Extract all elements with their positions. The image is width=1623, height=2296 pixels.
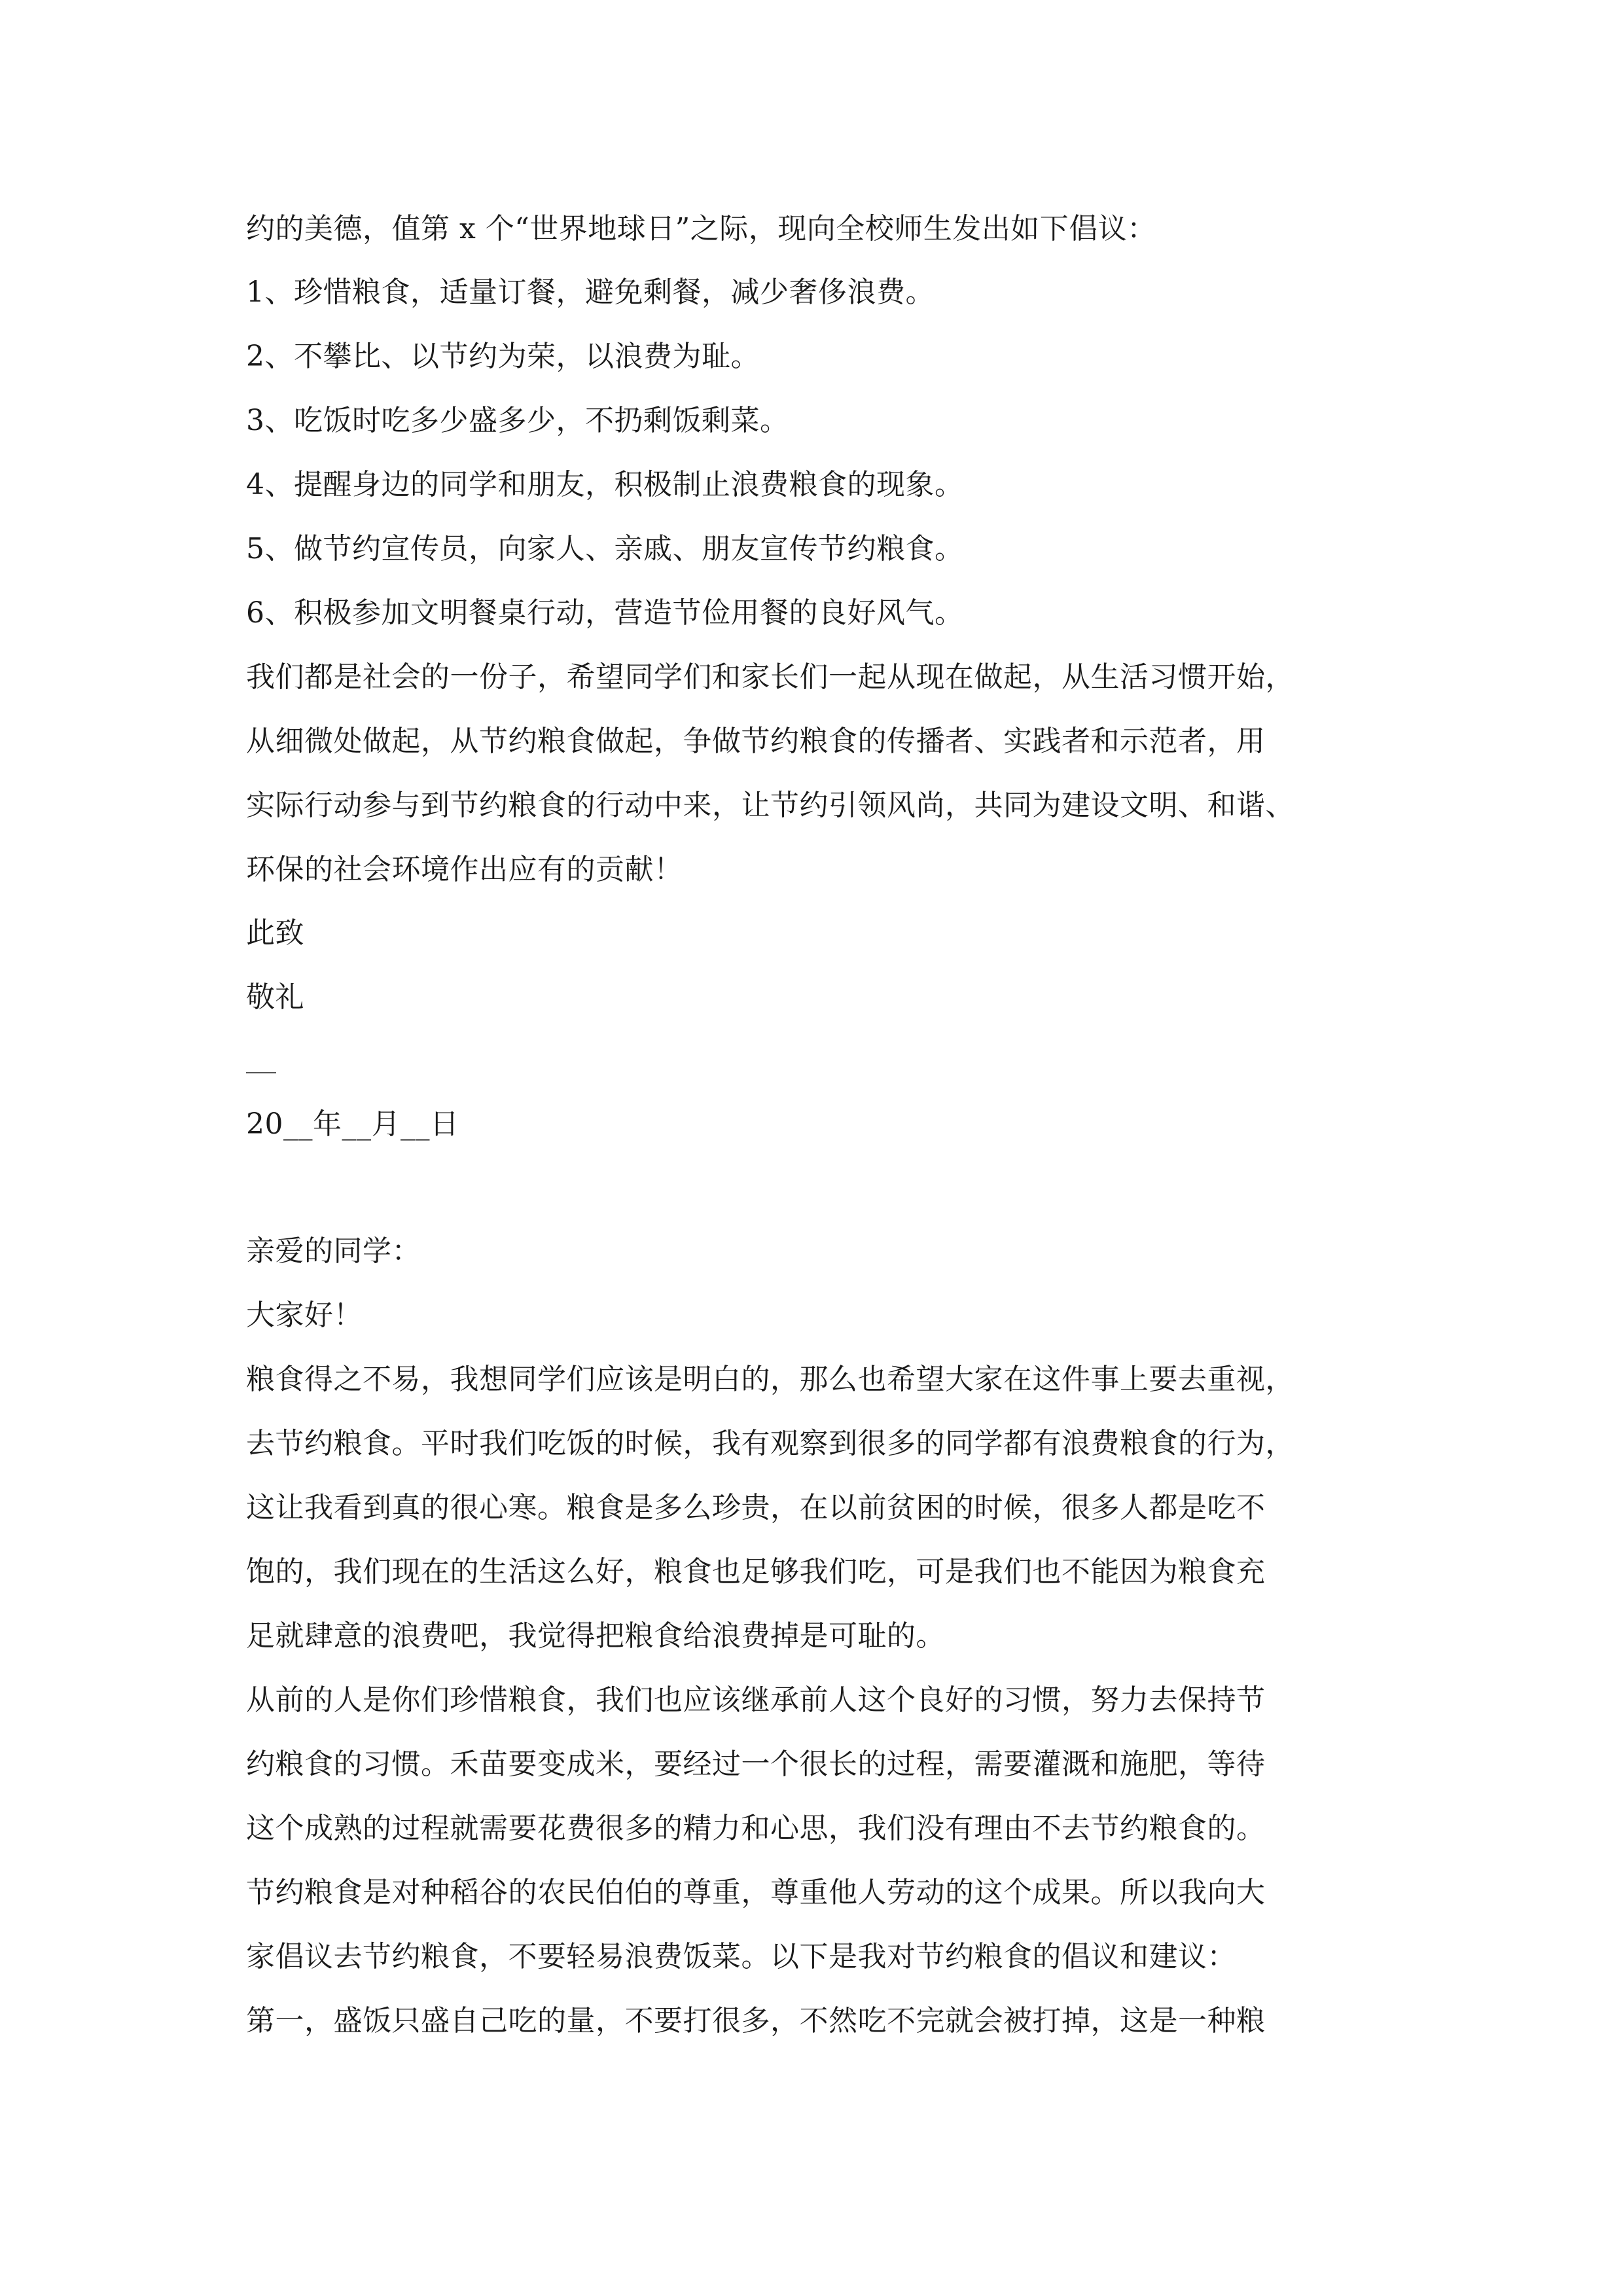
proposal-item-4: 4、提醒身边的同学和朋友，积极制止浪费粮食的现象。 [246, 468, 964, 501]
date-line: 20__年__月__日 [246, 1107, 459, 1141]
proposal-item-6: 6、积极参加文明餐桌行动，营造节俭用餐的良好风气。 [246, 596, 964, 630]
closing-paragraph-line: 实际行动参与到节约粮食的行动中来，让节约引领风尚，共同为建设文明、和谐、 [246, 789, 1294, 822]
paragraph-line: 这让我看到真的很心寒。粮食是多么珍贵，在以前贫困的时候，很多人都是吃不 [246, 1491, 1266, 1524]
paragraph-line: 家倡议去节约粮食，不要轻易浪费饭菜。以下是我对节约粮食的倡议和建议： [246, 1940, 1236, 1973]
paragraph-line: 饱的，我们现在的生活这么好，粮食也足够我们吃，可是我们也不能因为粮食充 [246, 1555, 1266, 1588]
paragraph-line: 第一，盛饭只盛自己吃的量，不要打很多，不然吃不完就会被打掉，这是一种粮 [246, 2004, 1266, 2037]
closing-paragraph-line: 从细微处做起，从节约粮食做起，争做节约粮食的传播者、实践者和示范者，用 [246, 725, 1266, 758]
salutation-line-2: 敬礼 [246, 980, 304, 1014]
paragraph-line: 粮食得之不易，我想同学们应该是明白的，那么也希望大家在这件事上要去重视， [246, 1363, 1294, 1396]
paragraph-line: 从前的人是你们珍惜粮食，我们也应该继承前人这个良好的习惯，努力去保持节 [246, 1683, 1266, 1717]
closing-paragraph-line: 我们都是社会的一份子，希望同学们和家长们一起从现在做起，从生活习惯开始， [246, 660, 1294, 694]
proposal-item-3: 3、吃饭时吃多少盛多少，不扔剩饭剩菜。 [246, 404, 789, 437]
paragraph-line: 去节约粮食。平时我们吃饭的时候，我有观察到很多的同学都有浪费粮食的行为， [246, 1427, 1294, 1460]
paragraph-line: 约粮食的习惯。禾苗要变成米，要经过一个很长的过程，需要灌溉和施肥，等待 [246, 1748, 1266, 1781]
salutation-line-1: 此致 [246, 916, 304, 950]
proposal-item-2: 2、不攀比、以节约为荣，以浪费为耻。 [246, 340, 760, 373]
hello-line: 大家好！ [246, 1299, 363, 1332]
greeting-line: 亲爱的同学： [246, 1234, 421, 1268]
proposal-item-1: 1、珍惜粮食，适量订餐，避免剩餐，减少奢侈浪费。 [246, 276, 935, 309]
proposal-item-5: 5、做节约宣传员，向家人、亲戚、朋友宣传节约粮食。 [246, 532, 964, 565]
signature-blank-line [246, 1072, 276, 1073]
paragraph-line: 足就肆意的浪费吧，我觉得把粮食给浪费掉是可耻的。 [246, 1619, 945, 1653]
closing-paragraph-line: 环保的社会环境作出应有的贡献！ [246, 853, 683, 886]
intro-line: 约的美德，值第 x 个“世界地球日”之际，现向全校师生发出如下倡议： [246, 212, 1156, 245]
paragraph-line: 节约粮食是对种稻谷的农民伯伯的尊重，尊重他人劳动的这个成果。所以我向大 [246, 1876, 1266, 1909]
paragraph-line: 这个成熟的过程就需要花费很多的精力和心思，我们没有理由不去节约粮食的。 [246, 1812, 1266, 1845]
